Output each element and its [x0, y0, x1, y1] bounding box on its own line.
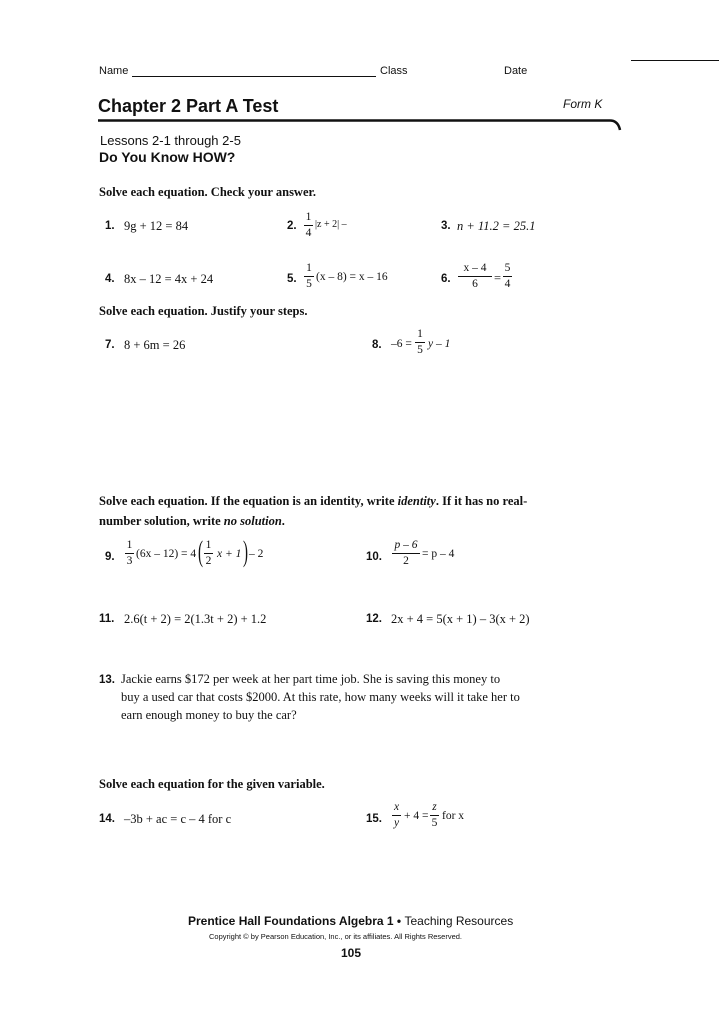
footer-copyright: Copyright © by Pearson Education, Inc., or its affiliates. All Rights Reserved. [209, 932, 463, 941]
footer-line [188, 914, 513, 928]
lessons-label: Lessons 2-1 through 2-5 [100, 133, 241, 148]
problem-13-line-1: Jackie earns $172 per week at her part time job. She is saving this money to [121, 672, 501, 686]
problem-15-fraction-1: x y [393, 801, 400, 829]
instructions-3-part-d: . [281, 514, 285, 528]
problem-12-equation: 2x + 4 = 5(x + 1) – 3(x + 2) [391, 612, 530, 626]
title-rule [98, 118, 624, 132]
problem-13-number: 13. [99, 674, 115, 686]
problem-4-number: 4. [105, 273, 115, 285]
problem-9-tail: – 2 [249, 548, 264, 560]
problem-7-equation: 8 + 6m = 26 [124, 338, 186, 352]
problem-8-lhs: –6 = [391, 338, 412, 350]
page-title: Chapter 2 Part A Test [98, 96, 279, 116]
problem-9-middle: (6x – 12) = 4 [136, 548, 197, 560]
footer-book-title: Prentice Hall Foundations Algebra 1 [188, 914, 394, 928]
instructions-3-identity: identity [397, 494, 436, 508]
problem-13-line-2: buy a used car that costs $2000. At this rate, how many weeks will it take her to [121, 690, 520, 704]
footer-bullet: • [393, 914, 405, 928]
problem-9-right-paren: ) [243, 535, 248, 568]
problem-2-number: 2. [287, 220, 297, 232]
problem-9-fraction-1: 1 3 [126, 539, 133, 567]
problem-15-number: 15. [366, 813, 382, 825]
problem-5-fraction: 1 5 [304, 262, 314, 291]
problem-6-equals: = [494, 271, 502, 285]
problem-15-rest: for x [442, 810, 465, 822]
footer-resources: Teaching Resources [404, 914, 514, 928]
instructions-1: Solve each equation. Check your answer. [99, 185, 317, 199]
problem-9-inner: x + 1 [217, 548, 242, 560]
problem-9-fraction-2: 1 2 [205, 539, 212, 567]
class-label: Class [380, 65, 408, 77]
instructions-3-part-c: number solution, write [99, 514, 224, 528]
problem-8-rhs: y – 1 [428, 338, 451, 350]
instructions-2: Solve each equation. Justify your steps. [99, 304, 308, 318]
problem-5-equation: (x – 8) = x – 16 [316, 271, 388, 283]
name-label: Name [99, 65, 129, 77]
instructions-4: Solve each equation for the given variable. [99, 777, 325, 791]
problem-12-number: 12. [366, 613, 382, 625]
problem-7-number: 7. [105, 339, 115, 351]
problem-9-left-paren: ( [198, 535, 203, 568]
name-field-line[interactable] [132, 76, 376, 77]
form-label: Form K [563, 97, 603, 111]
problem-4-equation: 8x – 12 = 4x + 24 [124, 272, 214, 286]
problem-14-number: 14. [99, 813, 115, 825]
problem-14-equation: –3b + ac = c – 4 for c [124, 812, 232, 826]
problem-9-number: 9. [105, 551, 115, 563]
date-label: Date [504, 65, 528, 77]
instructions-3-no-solution: no solution [223, 514, 282, 528]
top-right-rule [631, 60, 719, 61]
problem-8-number: 8. [372, 339, 382, 351]
instructions-3-part-a: Solve each equation. If the equation is an identity, write [99, 494, 398, 508]
problem-6-number: 6. [441, 273, 451, 285]
problem-3-equation: n + 11.2 = 25.1 [457, 219, 536, 233]
problem-10-fraction: p – 6 2 [392, 539, 420, 568]
problem-10-rhs: = p – 4 [422, 548, 455, 560]
problem-13-line-3: earn enough money to buy the car? [121, 708, 297, 722]
problem-1-number: 1. [105, 220, 115, 232]
problem-8-fraction: 1 5 [415, 328, 425, 357]
problem-11-equation: 2.6(t + 2) = 2(1.3t + 2) + 1.2 [124, 612, 267, 626]
problem-1-equation: 9g + 12 = 84 [124, 219, 189, 233]
problem-6-fraction-left: x – 4 6 [458, 262, 492, 291]
section-subtitle: Do You Know HOW? [99, 149, 236, 165]
problem-2-equation: |z + 2| – [315, 219, 347, 230]
problem-11-number: 11. [99, 613, 115, 625]
problem-6-fraction-right: 5 4 [504, 262, 511, 290]
problem-15-fraction-2: z 5 [431, 801, 438, 829]
problem-10-number: 10. [366, 551, 382, 563]
problem-2-fraction: 1 4 [305, 211, 312, 239]
page-number: 105 [341, 946, 362, 960]
problem-3-number: 3. [441, 220, 451, 232]
problem-5-number: 5. [287, 273, 297, 285]
problem-15-middle: + 4 = [404, 810, 429, 822]
instructions-3-part-b: . If it has no real- [435, 494, 528, 508]
instructions-3 [99, 491, 527, 531]
